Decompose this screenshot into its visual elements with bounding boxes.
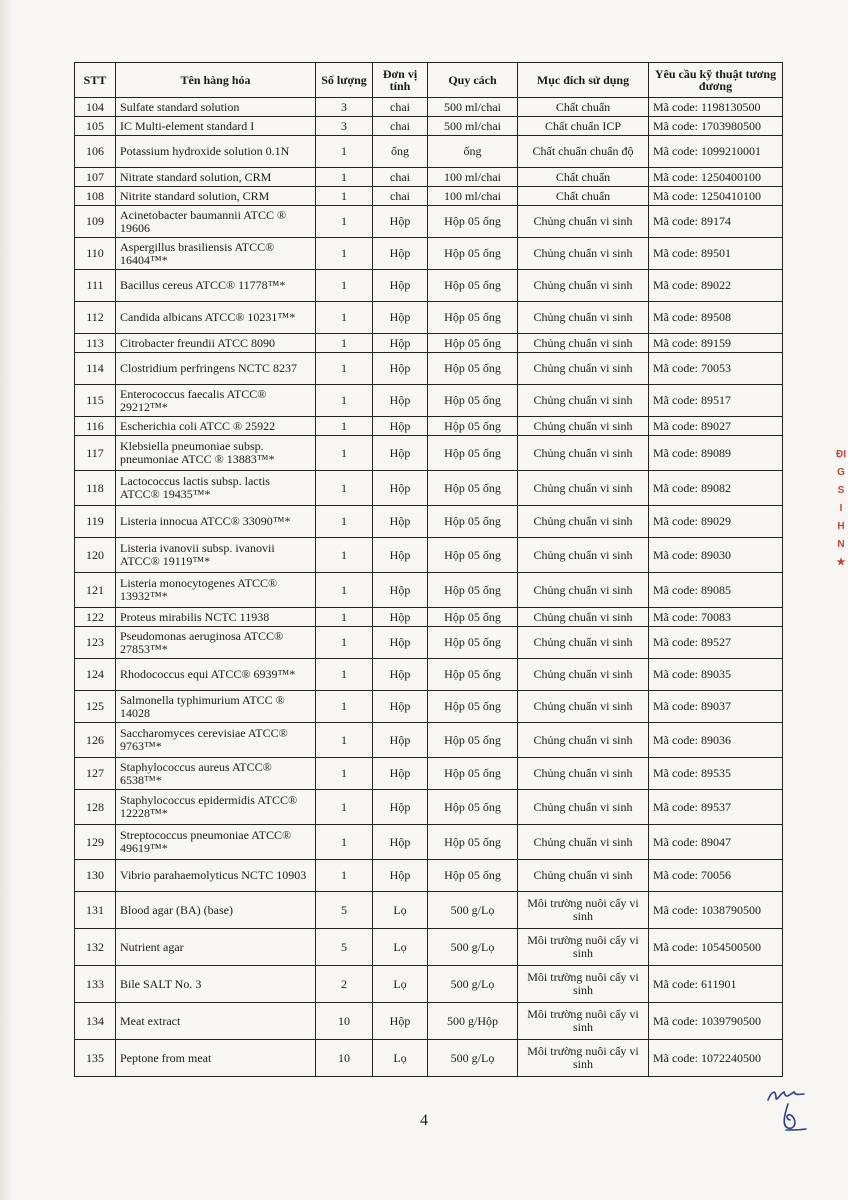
cell-name: Bile SALT No. 3: [116, 966, 316, 1003]
table-row: [75, 790, 783, 825]
cell-stt: 134: [75, 1003, 116, 1040]
cell-purpose: Chủng chuẩn vi sinh: [518, 206, 649, 238]
cell-requirement: Mã code: 1072240500: [649, 1040, 783, 1077]
cell-qty: 1: [316, 506, 373, 538]
cell-requirement: Mã code: 89089: [649, 436, 783, 471]
cell-name: Acinetobacter baumannii ATCC ® 19606: [116, 206, 316, 238]
cell-unit: Hộp: [373, 506, 428, 538]
cell-requirement: Mã code: 70053: [649, 353, 783, 385]
cell-spec: 500 g/Lọ: [428, 892, 518, 929]
cell-spec: Hộp 05 ống: [428, 385, 518, 417]
cell-unit: chai: [373, 168, 428, 187]
cell-requirement: Mã code: 89035: [649, 659, 783, 691]
cell-requirement: Mã code: 89047: [649, 825, 783, 860]
table-row: [75, 573, 783, 608]
cell-stt: 121: [75, 573, 116, 608]
cell-unit: Hộp: [373, 206, 428, 238]
cell-unit: Hộp: [373, 471, 428, 506]
cell-unit: Hộp: [373, 860, 428, 892]
cell-unit: Lọ: [373, 1040, 428, 1077]
table-row: [75, 506, 783, 538]
cell-requirement: Mã code: 611901: [649, 966, 783, 1003]
cell-spec: Hộp 05 ống: [428, 758, 518, 790]
cell-name: Blood agar (BA) (base): [116, 892, 316, 929]
cell-unit: Hộp: [373, 758, 428, 790]
header-name: Tên hàng hóa: [116, 63, 316, 98]
cell-name: Staphylococcus aureus ATCC® 6538™*: [116, 758, 316, 790]
cell-spec: Hộp 05 ống: [428, 691, 518, 723]
cell-spec: Hộp 05 ống: [428, 436, 518, 471]
cell-spec: 100 ml/chai: [428, 187, 518, 206]
cell-requirement: Mã code: 89036: [649, 723, 783, 758]
cell-requirement: Mã code: 89159: [649, 334, 783, 353]
cell-qty: 1: [316, 334, 373, 353]
cell-qty: 1: [316, 790, 373, 825]
cell-name: Candida albicans ATCC® 10231™*: [116, 302, 316, 334]
cell-purpose: Chủng chuẩn vi sinh: [518, 723, 649, 758]
cell-unit: chai: [373, 187, 428, 206]
cell-unit: Hộp: [373, 608, 428, 627]
cell-qty: 1: [316, 302, 373, 334]
cell-stt: 108: [75, 187, 116, 206]
cell-stt: 125: [75, 691, 116, 723]
table-row: [75, 136, 783, 168]
cell-name: Pseudomonas aeruginosa ATCC® 27853™*: [116, 627, 316, 659]
table-row: [75, 627, 783, 659]
cell-requirement: Mã code: 89022: [649, 270, 783, 302]
cell-unit: Hộp: [373, 270, 428, 302]
cell-purpose: Chủng chuẩn vi sinh: [518, 538, 649, 573]
cell-spec: Hộp 05 ống: [428, 860, 518, 892]
cell-spec: Hộp 05 ống: [428, 573, 518, 608]
cell-stt: 119: [75, 506, 116, 538]
cell-purpose: Chất chuẩn chuẩn độ: [518, 136, 649, 168]
cell-spec: 100 ml/chai: [428, 168, 518, 187]
cell-spec: 500 ml/chai: [428, 98, 518, 117]
cell-stt: 114: [75, 353, 116, 385]
table-row: [75, 860, 783, 892]
cell-qty: 3: [316, 98, 373, 117]
cell-spec: Hộp 05 ống: [428, 334, 518, 353]
stamp-letter: ĐI: [836, 449, 846, 460]
table-row: [75, 825, 783, 860]
header-purpose: Mục đích sử dụng: [518, 63, 649, 98]
cell-requirement: Mã code: 89085: [649, 573, 783, 608]
cell-stt: 130: [75, 860, 116, 892]
cell-purpose: Chất chuẩn: [518, 187, 649, 206]
cell-stt: 109: [75, 206, 116, 238]
signature-initials: [764, 1086, 808, 1134]
cell-qty: 2: [316, 966, 373, 1003]
page-number: 4: [420, 1112, 428, 1129]
cell-name: Listeria innocua ATCC® 33090™*: [116, 506, 316, 538]
cell-name: Listeria ivanovii subsp. ivanovii ATCC® 19119™*: [116, 538, 316, 573]
cell-qty: 3: [316, 117, 373, 136]
cell-unit: chai: [373, 117, 428, 136]
cell-requirement: Mã code: 89082: [649, 471, 783, 506]
cell-qty: 1: [316, 385, 373, 417]
cell-qty: 1: [316, 417, 373, 436]
cell-unit: Hộp: [373, 385, 428, 417]
stamp-letter: N: [837, 539, 845, 550]
cell-name: Peptone from meat: [116, 1040, 316, 1077]
cell-unit: chai: [373, 98, 428, 117]
goods-table: [74, 62, 783, 1077]
cell-spec: Hộp 05 ống: [428, 723, 518, 758]
cell-requirement: Mã code: 1054500500: [649, 929, 783, 966]
cell-requirement: Mã code: 1250410100: [649, 187, 783, 206]
cell-name: Klebsiella pneumoniae subsp. pneumoniae ATCC ® 13883™*: [116, 436, 316, 471]
cell-spec: Hộp 05 ống: [428, 417, 518, 436]
table-row: [75, 966, 783, 1003]
cell-stt: 105: [75, 117, 116, 136]
table-row: [75, 117, 783, 136]
cell-name: Enterococcus faecalis ATCC® 29212™*: [116, 385, 316, 417]
table-row: [75, 270, 783, 302]
cell-qty: 1: [316, 627, 373, 659]
cell-spec: 500 ml/chai: [428, 117, 518, 136]
cell-purpose: Chủng chuẩn vi sinh: [518, 608, 649, 627]
cell-name: Listeria monocytogenes ATCC® 13932™*: [116, 573, 316, 608]
cell-purpose: Chủng chuẩn vi sinh: [518, 302, 649, 334]
cell-spec: 500 g/Lọ: [428, 966, 518, 1003]
cell-spec: Hộp 05 ống: [428, 471, 518, 506]
cell-requirement: Mã code: 1703980500: [649, 117, 783, 136]
cell-unit: Hộp: [373, 417, 428, 436]
cell-unit: Hộp: [373, 790, 428, 825]
cell-stt: 120: [75, 538, 116, 573]
cell-purpose: Chủng chuẩn vi sinh: [518, 691, 649, 723]
table-header-row: [75, 63, 783, 98]
cell-requirement: Mã code: 89501: [649, 238, 783, 270]
cell-name: Nitrite standard solution, CRM: [116, 187, 316, 206]
cell-unit: Hộp: [373, 436, 428, 471]
table-row: [75, 385, 783, 417]
cell-name: Clostridium perfringens NCTC 8237: [116, 353, 316, 385]
cell-unit: Hộp: [373, 691, 428, 723]
cell-purpose: Chủng chuẩn vi sinh: [518, 385, 649, 417]
cell-qty: 1: [316, 136, 373, 168]
cell-name: Nutrient agar: [116, 929, 316, 966]
cell-purpose: Chất chuẩn: [518, 168, 649, 187]
cell-unit: Hộp: [373, 302, 428, 334]
cell-stt: 118: [75, 471, 116, 506]
cell-requirement: Mã code: 89029: [649, 506, 783, 538]
cell-qty: 1: [316, 723, 373, 758]
cell-spec: Hộp 05 ống: [428, 659, 518, 691]
cell-unit: Hộp: [373, 659, 428, 691]
cell-purpose: Chủng chuẩn vi sinh: [518, 353, 649, 385]
cell-stt: 111: [75, 270, 116, 302]
cell-qty: 5: [316, 892, 373, 929]
stamp-letter: ★: [836, 557, 846, 568]
header-unit: Đơn vị tính: [373, 63, 428, 98]
stamp-letter: S: [837, 485, 845, 496]
cell-name: Streptococcus pneumoniae ATCC® 49619™*: [116, 825, 316, 860]
cell-name: Saccharomyces cerevisiae ATCC® 9763™*: [116, 723, 316, 758]
cell-spec: Hộp 05 ống: [428, 206, 518, 238]
stamp-fragment: [834, 446, 848, 596]
cell-purpose: Chủng chuẩn vi sinh: [518, 825, 649, 860]
table-row: [75, 929, 783, 966]
cell-stt: 126: [75, 723, 116, 758]
table-row: [75, 436, 783, 471]
table-row: [75, 168, 783, 187]
cell-spec: Hộp 05 ống: [428, 506, 518, 538]
cell-purpose: Chủng chuẩn vi sinh: [518, 758, 649, 790]
cell-spec: 500 g/Lọ: [428, 1040, 518, 1077]
cell-stt: 113: [75, 334, 116, 353]
cell-qty: 1: [316, 471, 373, 506]
cell-name: Vibrio parahaemolyticus NCTC 10903: [116, 860, 316, 892]
cell-name: Proteus mirabilis NCTC 11938: [116, 608, 316, 627]
cell-stt: 107: [75, 168, 116, 187]
table-row: [75, 608, 783, 627]
cell-purpose: Môi trường nuôi cấy vi sinh: [518, 929, 649, 966]
cell-spec: Hộp 05 ống: [428, 238, 518, 270]
cell-requirement: Mã code: 70083: [649, 608, 783, 627]
stamp-letter: I: [839, 503, 843, 514]
cell-name: Aspergillus brasiliensis ATCC® 16404™*: [116, 238, 316, 270]
cell-purpose: Môi trường nuôi cấy vi sinh: [518, 1040, 649, 1077]
cell-qty: 1: [316, 353, 373, 385]
cell-requirement: Mã code: 89527: [649, 627, 783, 659]
cell-purpose: Môi trường nuôi cấy vi sinh: [518, 966, 649, 1003]
cell-requirement: Mã code: 89174: [649, 206, 783, 238]
table-row: [75, 302, 783, 334]
cell-stt: 112: [75, 302, 116, 334]
cell-purpose: Chủng chuẩn vi sinh: [518, 436, 649, 471]
cell-unit: Hộp: [373, 723, 428, 758]
table-row: [75, 187, 783, 206]
table-row: [75, 98, 783, 117]
scan-edge: [0, 0, 14, 1200]
cell-purpose: Chủng chuẩn vi sinh: [518, 860, 649, 892]
table-row: [75, 1003, 783, 1040]
cell-qty: 1: [316, 825, 373, 860]
cell-name: Nitrate standard solution, CRM: [116, 168, 316, 187]
table-row: [75, 691, 783, 723]
cell-stt: 110: [75, 238, 116, 270]
cell-requirement: Mã code: 1198130500: [649, 98, 783, 117]
cell-requirement: Mã code: 70056: [649, 860, 783, 892]
cell-purpose: Môi trường nuôi cấy vi sinh: [518, 1003, 649, 1040]
cell-unit: Lọ: [373, 929, 428, 966]
cell-stt: 133: [75, 966, 116, 1003]
cell-stt: 128: [75, 790, 116, 825]
table-row: [75, 758, 783, 790]
cell-unit: Hộp: [373, 334, 428, 353]
cell-qty: 1: [316, 758, 373, 790]
cell-name: Citrobacter freundii ATCC 8090: [116, 334, 316, 353]
cell-stt: 135: [75, 1040, 116, 1077]
cell-requirement: Mã code: 89037: [649, 691, 783, 723]
cell-qty: 1: [316, 238, 373, 270]
cell-stt: 106: [75, 136, 116, 168]
cell-requirement: Mã code: 1039790500: [649, 1003, 783, 1040]
cell-spec: Hộp 05 ống: [428, 627, 518, 659]
cell-qty: 1: [316, 573, 373, 608]
cell-unit: Lọ: [373, 892, 428, 929]
cell-purpose: Chủng chuẩn vi sinh: [518, 659, 649, 691]
cell-unit: Hộp: [373, 353, 428, 385]
cell-requirement: Mã code: 89508: [649, 302, 783, 334]
cell-stt: 129: [75, 825, 116, 860]
cell-spec: 500 g/Lọ: [428, 929, 518, 966]
cell-unit: Hộp: [373, 538, 428, 573]
cell-spec: Hộp 05 ống: [428, 302, 518, 334]
cell-purpose: Chủng chuẩn vi sinh: [518, 627, 649, 659]
cell-name: Lactococcus lactis subsp. lactis ATCC® 19435™*: [116, 471, 316, 506]
cell-qty: 1: [316, 206, 373, 238]
cell-purpose: Môi trường nuôi cấy vi sinh: [518, 892, 649, 929]
stamp-letter: G: [837, 467, 845, 478]
cell-requirement: Mã code: 89537: [649, 790, 783, 825]
table-row: [75, 723, 783, 758]
cell-spec: Hộp 05 ống: [428, 825, 518, 860]
cell-unit: Hộp: [373, 238, 428, 270]
cell-requirement: Mã code: 1038790500: [649, 892, 783, 929]
cell-stt: 124: [75, 659, 116, 691]
cell-qty: 1: [316, 187, 373, 206]
cell-stt: 104: [75, 98, 116, 117]
cell-qty: 1: [316, 691, 373, 723]
cell-purpose: Chủng chuẩn vi sinh: [518, 790, 649, 825]
cell-unit: Hộp: [373, 825, 428, 860]
cell-purpose: Chất chuẩn: [518, 98, 649, 117]
cell-stt: 127: [75, 758, 116, 790]
cell-stt: 132: [75, 929, 116, 966]
cell-qty: 5: [316, 929, 373, 966]
cell-requirement: Mã code: 1099210001: [649, 136, 783, 168]
cell-spec: Hộp 05 ống: [428, 538, 518, 573]
cell-purpose: Chủng chuẩn vi sinh: [518, 238, 649, 270]
cell-name: Rhodococcus equi ATCC® 6939™*: [116, 659, 316, 691]
header-qty: Số lượng: [316, 63, 373, 98]
cell-purpose: Chủng chuẩn vi sinh: [518, 471, 649, 506]
cell-unit: Hộp: [373, 1003, 428, 1040]
cell-purpose: Chủng chuẩn vi sinh: [518, 334, 649, 353]
cell-unit: ống: [373, 136, 428, 168]
table-row: [75, 1040, 783, 1077]
cell-purpose: Chủng chuẩn vi sinh: [518, 573, 649, 608]
cell-unit: Hộp: [373, 573, 428, 608]
table-row: [75, 538, 783, 573]
cell-name: Bacillus cereus ATCC® 11778™*: [116, 270, 316, 302]
table-row: [75, 206, 783, 238]
header-requirement: Yêu cầu kỹ thuật tương đương: [649, 63, 783, 98]
cell-stt: 122: [75, 608, 116, 627]
cell-name: IC Multi-element standard I: [116, 117, 316, 136]
cell-stt: 131: [75, 892, 116, 929]
table-row: [75, 353, 783, 385]
cell-spec: Hộp 05 ống: [428, 790, 518, 825]
cell-qty: 1: [316, 270, 373, 302]
cell-qty: 1: [316, 608, 373, 627]
cell-name: Staphylococcus epidermidis ATCC® 12228™*: [116, 790, 316, 825]
table-body: [75, 98, 783, 1077]
cell-requirement: Mã code: 89027: [649, 417, 783, 436]
table-row: [75, 238, 783, 270]
cell-qty: 10: [316, 1003, 373, 1040]
cell-stt: 116: [75, 417, 116, 436]
cell-qty: 1: [316, 538, 373, 573]
cell-qty: 1: [316, 659, 373, 691]
cell-stt: 123: [75, 627, 116, 659]
cell-spec: Hộp 05 ống: [428, 353, 518, 385]
header-spec: Quy cách: [428, 63, 518, 98]
cell-purpose: Chất chuẩn ICP: [518, 117, 649, 136]
cell-purpose: Chủng chuẩn vi sinh: [518, 506, 649, 538]
table-row: [75, 892, 783, 929]
cell-qty: 1: [316, 860, 373, 892]
cell-qty: 10: [316, 1040, 373, 1077]
cell-stt: 115: [75, 385, 116, 417]
header-stt: STT: [75, 63, 116, 98]
cell-name: Sulfate standard solution: [116, 98, 316, 117]
cell-qty: 1: [316, 168, 373, 187]
cell-requirement: Mã code: 1250400100: [649, 168, 783, 187]
cell-name: Potassium hydroxide solution 0.1N: [116, 136, 316, 168]
cell-spec: Hộp 05 ống: [428, 270, 518, 302]
cell-requirement: Mã code: 89535: [649, 758, 783, 790]
cell-unit: Hộp: [373, 627, 428, 659]
table-row: [75, 417, 783, 436]
cell-spec: Hộp 05 ống: [428, 608, 518, 627]
cell-spec: ống: [428, 136, 518, 168]
table-row: [75, 471, 783, 506]
cell-name: Escherichia coli ATCC ® 25922: [116, 417, 316, 436]
cell-unit: Lọ: [373, 966, 428, 1003]
stamp-letter: H: [837, 521, 845, 532]
cell-purpose: Chủng chuẩn vi sinh: [518, 417, 649, 436]
cell-stt: 117: [75, 436, 116, 471]
cell-requirement: Mã code: 89517: [649, 385, 783, 417]
table-row: [75, 659, 783, 691]
cell-name: Salmonella typhimurium ATCC ® 14028: [116, 691, 316, 723]
cell-spec: 500 g/Hộp: [428, 1003, 518, 1040]
table-row: [75, 334, 783, 353]
cell-qty: 1: [316, 436, 373, 471]
cell-purpose: Chủng chuẩn vi sinh: [518, 270, 649, 302]
cell-requirement: Mã code: 89030: [649, 538, 783, 573]
cell-name: Meat extract: [116, 1003, 316, 1040]
